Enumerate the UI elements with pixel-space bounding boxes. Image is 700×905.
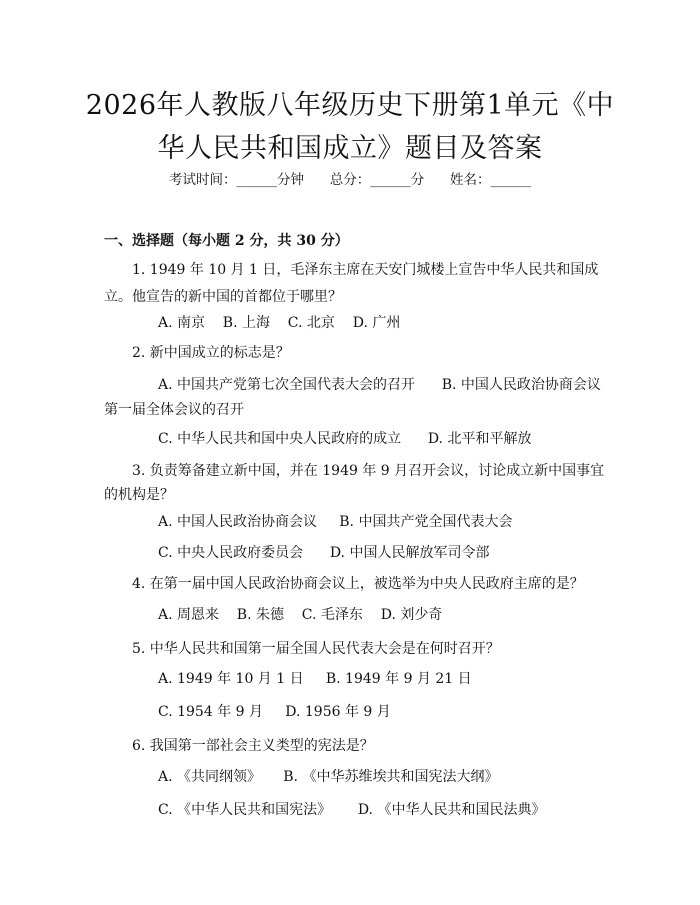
question-5-stem: 5. 中华人民共和国第一届全国人民代表大会是在何时召开？ xyxy=(132,641,500,657)
question-1-stem: 1. 1949 年 10 月 1 日，毛泽东主席在天安门城楼上宣告中华人民共和国成 xyxy=(132,262,599,278)
question-4-stem: 4. 在第一届中国人民政治协商会议上，被选举为中央人民政府主席的是？ xyxy=(132,576,584,592)
title-line-2: 华人民共和国成立》题目及答案 xyxy=(157,133,543,164)
title-line-1: 2026年人教版八年级历史下册第1单元《中 xyxy=(85,90,615,121)
question-6-stem: 6. 我国第一部社会主义类型的宪法是？ xyxy=(132,738,374,754)
question-6-options-2: C. 《中华人民共和国宪法》 D. 《中华人民共和国民法典》 xyxy=(158,802,546,818)
question-2-options-1: A. 中国共产党第七次全国代表大会的召开 B. 中国人民政治协商会议 xyxy=(158,377,601,393)
question-2-options-2: C. 中华人民共和国中央人民政府的成立 D. 北平和平解放 xyxy=(158,431,532,447)
question-3-stem-cont: 的机构是？ xyxy=(104,487,174,503)
page-title xyxy=(70,84,630,170)
question-5-options-2: C. 1954 年 9 月 D. 1956 年 9 月 xyxy=(158,704,391,720)
question-6-options-1: A. 《共同纲领》 B. 《中华苏维埃共和国宪法大纲》 xyxy=(158,769,499,785)
question-4-options: A. 周恩来 B. 朱德 C. 毛泽东 D. 刘少奇 xyxy=(158,607,443,623)
question-1-stem-cont: 立。他宣告的新中国的首都位于哪里？ xyxy=(104,289,342,305)
section-heading: 一、选择题（每小题 2 分，共 30 分） xyxy=(104,233,349,249)
question-3-options-2: C. 中央人民政府委员会 D. 中国人民解放军司令部 xyxy=(158,545,490,561)
question-3-stem: 3. 负责筹备建立新中国，并在 1949 年 9 月召开会议，讨论成立新中国事宜 xyxy=(132,463,605,479)
question-2-stem: 2. 新中国成立的标志是？ xyxy=(132,345,290,361)
question-5-options-1: A. 1949 年 10 月 1 日 B. 1949 年 9 月 21 日 xyxy=(158,671,472,687)
question-3-options-1: A. 中国人民政治协商会议 B. 中国共产党全国代表大会 xyxy=(158,514,513,530)
question-2-options-1-cont: 第一届全体会议的召开 xyxy=(104,402,244,418)
question-1-options: A. 南京 B. 上海 C. 北京 D. 广州 xyxy=(158,315,401,331)
exam-meta-line: 考试时间：______分钟 总分：______分 姓名：______ xyxy=(169,172,531,188)
